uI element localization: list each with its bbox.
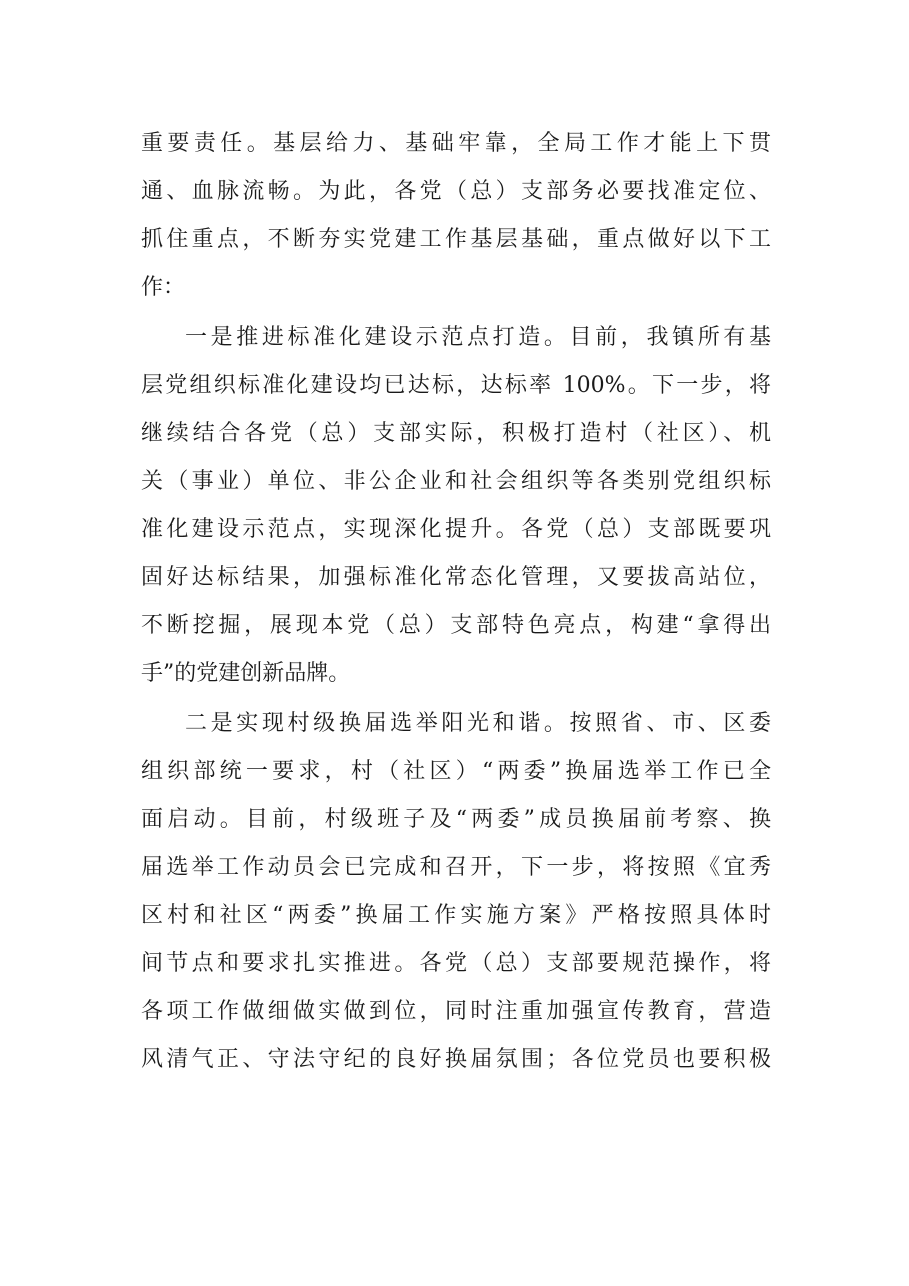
paragraph-first-line: 一是推进标准化建设示范点打造。目前，我镇所有基 bbox=[185, 325, 771, 350]
text-line: 通、血脉流畅。为此，各党（总）支部务必要找准定位、 bbox=[141, 179, 771, 204]
text-line: 固好达标结果，加强标准化常态化管理，又要拔高站位， bbox=[141, 565, 771, 590]
text-line: 组织部统一要求，村（社区）“两委”换届选举工作已全 bbox=[141, 759, 771, 784]
text-line: 区村和社区“两委”换届工作实施方案》严格按照具体时 bbox=[141, 903, 771, 928]
text-line: 关（事业）单位、非公企业和社会组织等各类别党组织标 bbox=[141, 469, 771, 494]
text-line: 准化建设示范点，实现深化提升。各党（总）支部既要巩 bbox=[141, 517, 771, 542]
text-line: 重要责任。基层给力、基础牢靠，全局工作才能上下贯 bbox=[141, 131, 771, 156]
text-line: 抓住重点，不断夯实党建工作基层基础，重点做好以下工 bbox=[141, 227, 771, 252]
paragraph-first-line: 二是实现村级换届选举阳光和谐。按照省、市、区委 bbox=[185, 711, 771, 736]
text-line: 不断挖掘，展现本党（总）支部特色亮点，构建“拿得出 bbox=[141, 613, 771, 638]
text-line: 间节点和要求扎实推进。各党（总）支部要规范操作，将 bbox=[141, 951, 771, 976]
text-line: 各项工作做细做实做到位，同时注重加强宣传教育，营造 bbox=[141, 999, 771, 1024]
text-line: 风清气正、守法守纪的良好换届氛围；各位党员也要积极 bbox=[141, 1047, 771, 1072]
text-line: 面启动。目前，村级班子及“两委”成员换届前考察、换 bbox=[141, 807, 771, 832]
text-line: 届选举工作动员会已完成和召开，下一步，将按照《宜秀 bbox=[141, 855, 771, 880]
text-line: 手”的党建创新品牌。 bbox=[141, 661, 351, 686]
text-line: 继续结合各党（总）支部实际，积极打造村（社区）、机 bbox=[141, 421, 771, 446]
text-line: 层党组织标准化建设均已达标，达标率 100%。下一步，将 bbox=[141, 373, 771, 398]
text-line: 作： bbox=[141, 275, 186, 300]
